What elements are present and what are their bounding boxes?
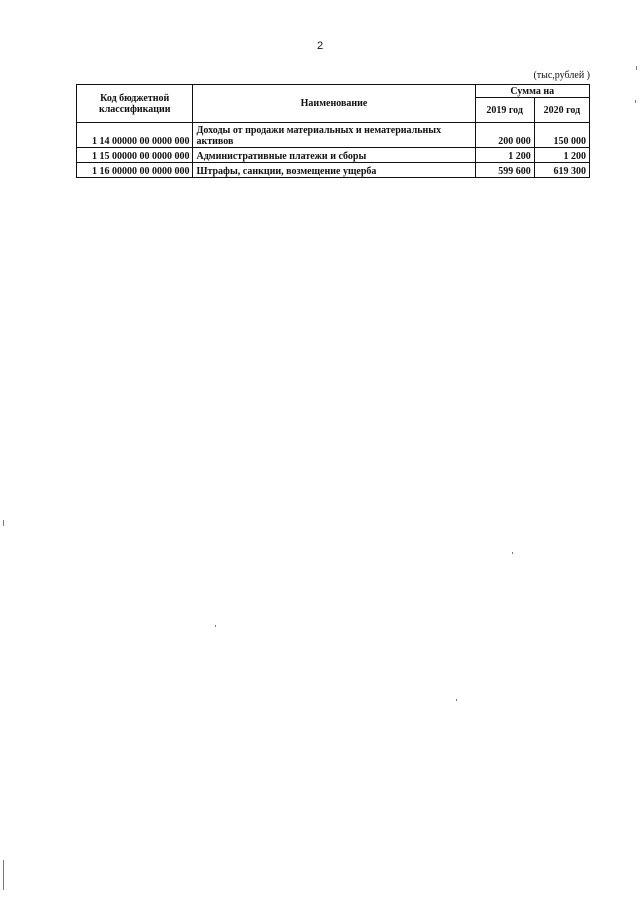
row-name: Доходы от продажи материальных и нематериальных активов <box>193 123 475 148</box>
budget-table <box>76 84 590 178</box>
page-number: 2 <box>316 40 324 52</box>
header-sum-group: Сумма на <box>475 85 589 98</box>
scan-mark <box>636 66 637 70</box>
scan-mark <box>3 520 4 526</box>
row-value-2019: 200 000 <box>475 123 534 148</box>
table-header-row <box>77 85 590 98</box>
header-year-2020: 2020 год <box>534 98 589 123</box>
header-code: Код бюджетной классификации <box>77 85 193 123</box>
row-name: Административные платежи и сборы <box>193 148 475 163</box>
scan-mark <box>512 552 513 554</box>
row-value-2020: 150 000 <box>534 123 589 148</box>
row-value-2020: 1 200 <box>534 148 589 163</box>
row-name: Штрафы, санкции, возмещение ущерба <box>193 163 475 178</box>
table-row <box>77 123 590 148</box>
row-code: 1 15 00000 00 0000 000 <box>77 148 193 163</box>
header-name: Наименование <box>193 85 475 123</box>
table-row <box>77 163 590 178</box>
scan-mark <box>3 860 4 890</box>
scan-mark <box>215 625 216 627</box>
scan-mark <box>456 699 457 701</box>
units-note: (тыс,рублей ) <box>533 70 590 81</box>
table-row <box>77 148 590 163</box>
row-value-2019: 1 200 <box>475 148 534 163</box>
row-value-2020: 619 300 <box>534 163 589 178</box>
row-code: 1 14 00000 00 0000 000 <box>77 123 193 148</box>
header-year-2019: 2019 год <box>475 98 534 123</box>
row-code: 1 16 00000 00 0000 000 <box>77 163 193 178</box>
row-value-2019: 599 600 <box>475 163 534 178</box>
scan-mark <box>635 100 636 103</box>
